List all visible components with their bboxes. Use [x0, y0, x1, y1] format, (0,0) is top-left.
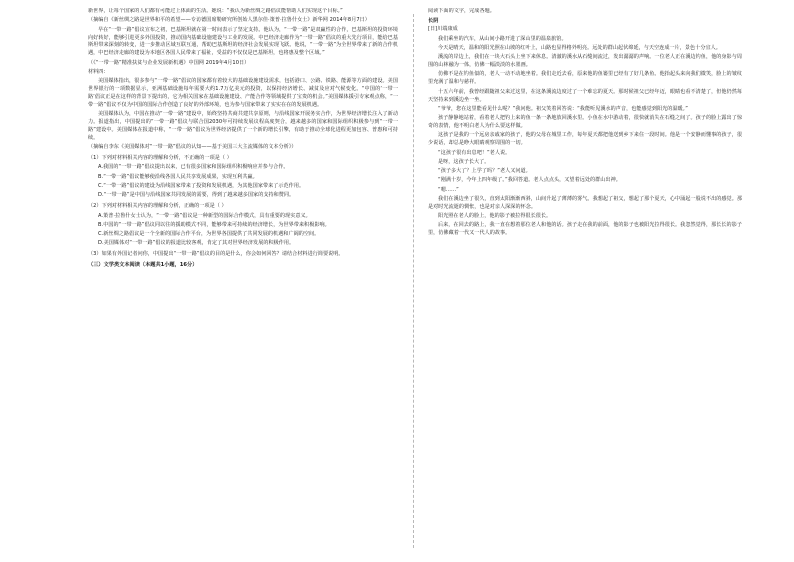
- left-paragraph-12: D.“一带一路”是中国与沿线国家共同发展的需要，得到了越来越多国家的支持和赞同。: [98, 192, 295, 199]
- left-paragraph-4: 材料四：: [88, 68, 109, 75]
- left-paragraph-0: 新世界，让每个国家的人们都有可能过上体面的生活。她说：“我认为新丝绸之路倡议能帮助人们实现这个目标。”: [88, 8, 343, 14]
- right-paragraph-5: 溪流的岸边上，我们在一块大石头上坐下来休息。清澈的溪水从石缝间流过，发出潺潺的声响。一位老人正在溪边钓鱼，他的身影与周围的山林融为一体，仿佛一幅淡淡的水墨画。: [428, 54, 742, 69]
- left-paragraph-19: （三）文学类文本阅读（本题共1小题，16分）: [88, 261, 198, 268]
- column-divider: [413, 14, 414, 548]
- left-paragraph-2: 早在“一带一路”倡议宣布之初，巴基斯坦就在第一时间表示了坚定支持。他认为，“一带一路”是双赢性的合作，巴基斯坦的投资环境向好转好，能够引进更多外国投资，推动国内基础设施建设与工业的发展。中巴经济走廊作为“一带一路”倡议的重大先行项目，能给巴基斯坦带来深刻的转变，进一步推动区域互联互通，帮助巴基斯坦的经济社会发展实现飞跃。他说，“一带一路”为全世界带来了新的合作机遇，中巴经济走廊的建设为本地区各国人民带来了福祉，受益的不仅仅是巴基斯坦，也将惠及整个区域。”: [88, 26, 398, 57]
- left-paragraph-1: （摘编自《新丝绸之路是世界和平的希望——专访德国席勒研究所创始人黑尔佳·策普·拉鲁什女士》新华网 2014年8月7日）: [88, 17, 370, 24]
- right-paragraph-8: “爷爷，您在这里能看见什么呢？”我问他。祖父笑着回答说：“我能听见溪水的声音，也能感觉到阳光的温暖。”: [438, 105, 688, 112]
- right-paragraph-11: “这孩子很有出息吧！”老人说。: [438, 149, 511, 156]
- left-paragraph-13: （2）下列对材料相关内容的理解和分析，正确的一项是（ ）: [88, 203, 227, 210]
- left-paragraph-9: A.我国的“一带一路”倡议提出以来，已有很多国家和国际组织积极响应并参与合作。: [98, 164, 289, 171]
- right-paragraph-14: “刚满十岁，今年上四年级了。”我回答道。老人点点头，又望着远处的群山出神。: [438, 177, 621, 184]
- right-paragraph-7: 十五六年前，我曾经跟随祖父来过这里，在这条溪流边度过了一个难忘的夏天。那时候祖父已经年迈，眼睛也看不清楚了，但他仍然每天坚持来到溪边坐一坐。: [428, 88, 742, 103]
- right-paragraph-17: 阳光照在老人的脸上，他的影子被拉得很长很长。: [438, 213, 552, 220]
- left-paragraph-17: D.美国媒体对“一带一路”倡议的报道比较客观，肯定了其对世界经济发展的积极作用。: [98, 240, 295, 247]
- right-column: [428, 8, 742, 556]
- right-paragraph-16: 我们在溪边坐了很久，直到太阳渐渐西斜，山间升起了薄薄的雾气。我想起了祖父，想起了那个夏天，心中涌起一股说不出的感觉。那是对时光流逝的惆怅，也是对亲人深深的怀念。: [428, 195, 742, 210]
- left-paragraph-15: B.中国的“一带一路”倡议同以往的援助模式不同，能够带来可持续的经济增长，为世界带来积极影响。: [98, 221, 330, 228]
- left-paragraph-8: （1）下列对材料相关内容的理解和分析，不正确的一项是（ ）: [88, 155, 232, 162]
- left-paragraph-7: （摘编自李东《美国媒体对“一带一路”倡议的认知——基于美国三大主流媒体的文本分析》）: [88, 144, 297, 151]
- right-paragraph-18: 后来，在回去的路上，我一直在想着那位老人和他的话。孩子走在我的前面，他的影子也被阳光拉得很长。我忽然觉得，那长长的影子里，仿佛藏着一代又一代人的故事。: [428, 222, 742, 237]
- left-paragraph-6: 美国媒体认为，中国在推动“一带一路”建设中，始终坚持共商共建共享原则，与沿线国家开展务实合作，为世界经济增长注入了新动力。报道指出，中国提出的“一带一路”倡议与联合国2030年可持续发展议程高度契合，越来越多的国家和国际组织积极参与到“一带一路”建设中。美国媒体在报道中称，“一带一路”倡议为世界经济提供了一个新的增长引擎，有助于推动全球化进程更加包容、普惠和可持续。: [88, 111, 398, 141]
- right-paragraph-4: 今天是晴天，温和的阳光照在山坡的红叶上，山路也显得格外明亮。远处的群山起伏绵延，与天空连成一片，景色十分宜人。: [438, 44, 721, 51]
- left-paragraph-14: A.策普·拉鲁什女士认为，“一带一路”倡议是一种新型的国际合作模式，具有重要的现实意义。: [98, 212, 311, 219]
- left-paragraph-5: 美国媒体指出，很多参与“一带一路”倡议的国家都有着较大的基础设施建设需求，包括港口、公路、铁路、能源等方面的建设。美国世界银行的一项数据显示，亚洲基础设施每年需要大约1.7万亿美元的投资，以保持经济增长、减贫及应对气候变化。“中国的‘一带一路’倡议正是在这样的背景下提出的，它为相关国家在基础设施建设、产能合作等领域提供了宝贵的机会。”美国媒体援引专家观点称，“一带一路”倡议不仅为中国的国际合作创造了良好的外部环境，也为参与国家带来了实实在在的发展机遇。: [88, 78, 398, 108]
- right-paragraph-1: 长阴: [428, 18, 439, 25]
- right-paragraph-0: 阅读下面的文字，完成各题。: [428, 8, 495, 14]
- right-paragraph-15: “嗯……”: [438, 186, 459, 193]
- right-paragraph-3: 我们乘坐的汽车，从山间小路开进了深山里的温泉旅馆。: [438, 35, 567, 42]
- right-paragraph-10: 这孩子是我的一个远房亲戚家的孩子，他的父母在城里工作，每年夏天都把他送到乡下来住一段时间。他是一个安静而懂事的孩子，很少说话，却总是睁大眼睛观察周围的一切。: [428, 132, 742, 147]
- right-paragraph-12: 是呀，这孩子长大了。: [438, 158, 490, 165]
- left-column: [88, 8, 398, 556]
- left-paragraph-10: B.“一带一路”倡议能够使沿线各国人民共享发展成果，实现互利共赢。: [98, 173, 258, 180]
- left-paragraph-18: （3）如果有外国记者问你，中国提出“一带一路”倡议的目的是什么，你会如何回答？请结合材料进行简要说明。: [88, 251, 344, 258]
- left-paragraph-16: C.新丝绸之路倡议是一个全新的国际合作平台，为世界各国提供了共同发展的机遇和广阔的空间。: [98, 231, 320, 238]
- right-paragraph-9: 孩子静静地站着，看着老人把钓上来的鱼一条一条地放回溪水里。小鱼在水中游动着，很快就消失在石缝之间了。孩子的脸上露出了惊奇的表情，他不明白老人为什么要这样做。: [428, 115, 742, 129]
- right-paragraph-6: 仿佛不是在钓鱼似的，老人一动不动地坐着。我们走近去看，原来他的鱼篓里已经有了好几条鱼。他抬起头来向我们微笑，脸上的皱纹里充满了温和与慈祥。: [428, 71, 742, 86]
- right-paragraph-2: [日]川端康成: [428, 26, 458, 33]
- left-paragraph-11: C.“一带一路”倡议的建设为沿线国家带来了投资和发展机遇，为其他国家带来了示范作用。: [98, 183, 305, 190]
- left-paragraph-3: （《“一带一路”精准扶贫与企业发展新机遇》中国网 2019年4月10日）: [88, 59, 250, 66]
- right-paragraph-13: “孩子多大了？上学了吗？”老人又问道。: [438, 168, 531, 175]
